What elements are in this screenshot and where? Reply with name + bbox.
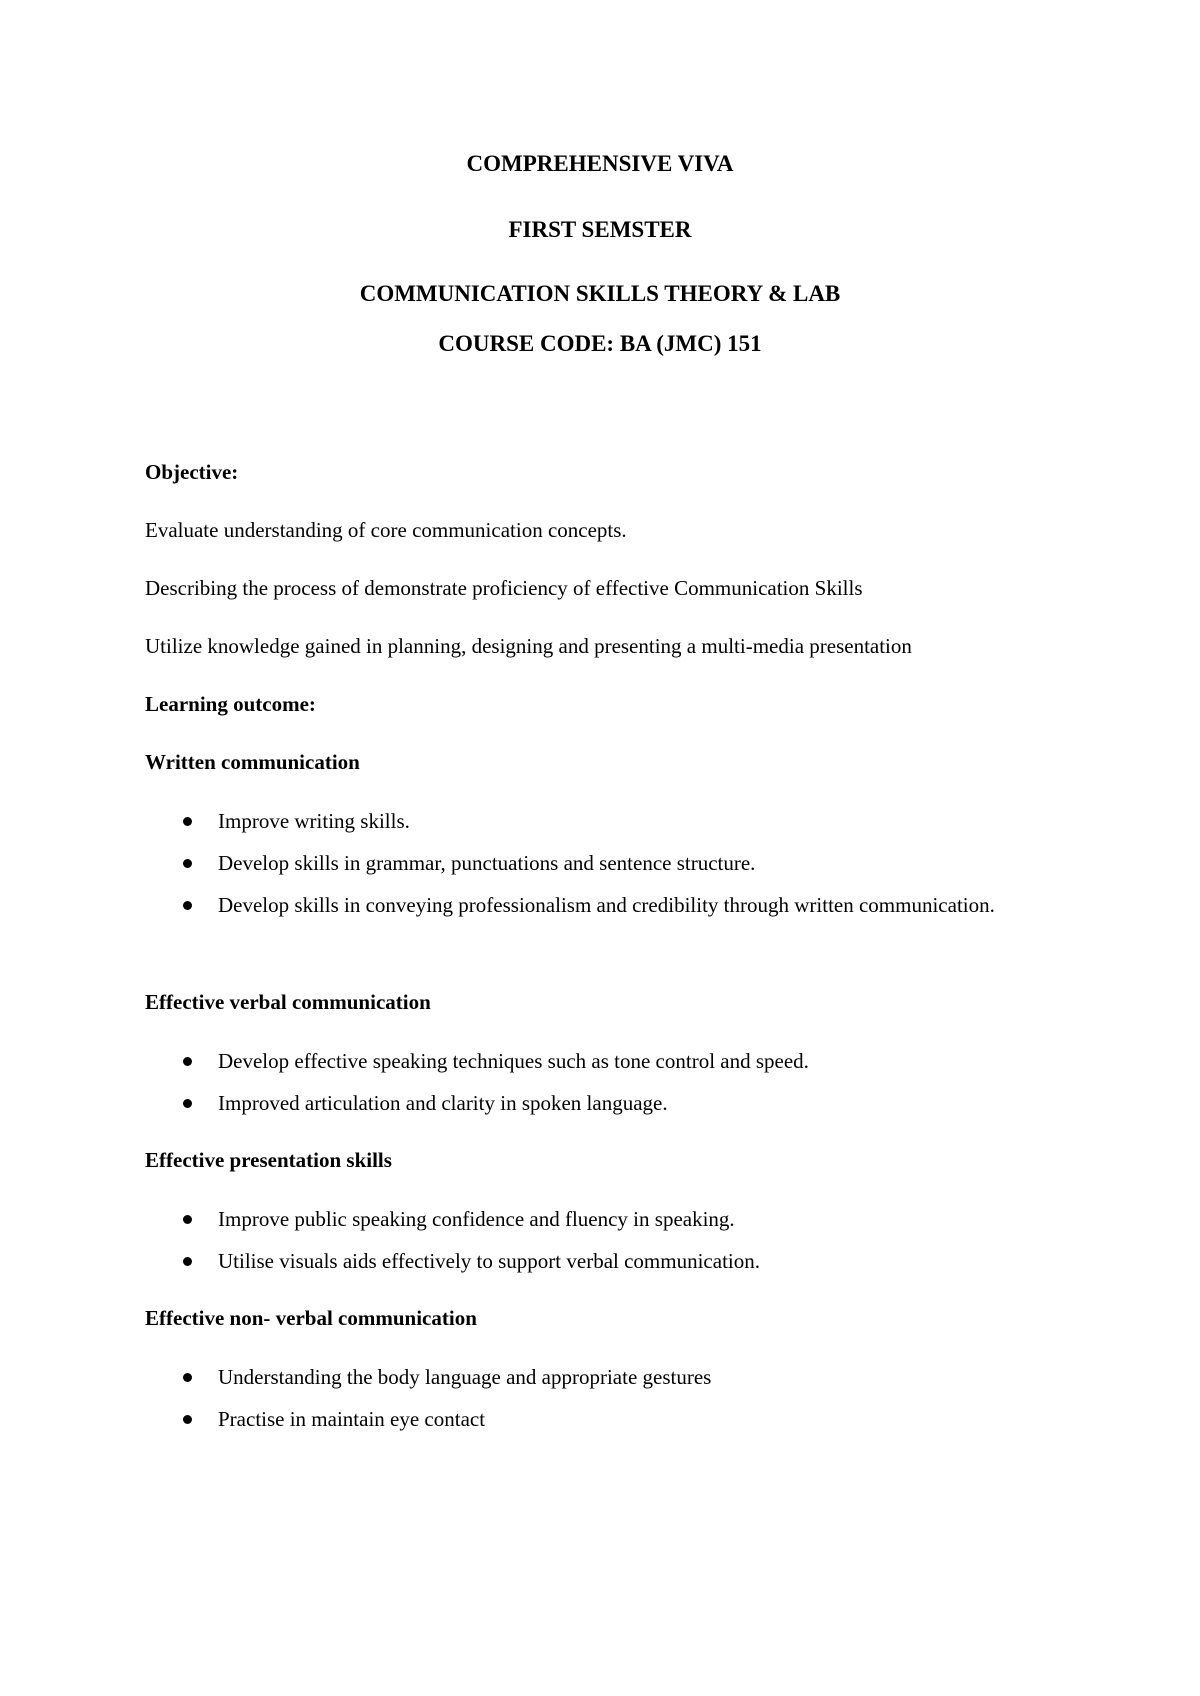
- list-item: [145, 1356, 1060, 1398]
- bullet-list-nonverbal: [145, 1356, 1060, 1440]
- course-code: COURSE CODE: BA (JMC) 151: [438, 331, 762, 356]
- list-item-text: Understanding the body language and appropriate gestures: [218, 1365, 712, 1389]
- list-item-text: Improved articulation and clarity in spoken language.: [218, 1091, 668, 1115]
- bullet-icon: [183, 1373, 192, 1382]
- bullet-icon: [183, 817, 192, 826]
- bullet-icon: [183, 1415, 192, 1424]
- section-heading-nonverbal: Effective non- verbal communication: [145, 1306, 477, 1330]
- section-heading-written: Written communication: [145, 750, 360, 774]
- section-heading-verbal: Effective verbal communication: [145, 990, 431, 1014]
- course-name: COMMUNICATION SKILLS THEORY & LAB: [359, 281, 841, 306]
- list-item-text: Develop skills in conveying professionalism and credibility through written communication.: [218, 893, 995, 917]
- section-heading-presentation: Effective presentation skills: [145, 1148, 392, 1172]
- bullet-icon: [183, 1057, 192, 1066]
- bullet-icon: [183, 901, 192, 910]
- bullet-icon: [183, 859, 192, 868]
- learning-outcome-heading: Learning outcome:: [145, 692, 316, 716]
- bullet-list-written: [145, 800, 1060, 926]
- list-item: [145, 1240, 1060, 1282]
- list-item: [145, 884, 1060, 926]
- list-item-text: Improve writing skills.: [218, 809, 410, 833]
- bullet-icon: [183, 1099, 192, 1108]
- list-item-text: Utilise visuals aids effectively to support verbal communication.: [218, 1249, 760, 1273]
- list-item: [145, 1082, 1060, 1124]
- list-item: [145, 1040, 1060, 1082]
- list-item-text: Develop effective speaking techniques such as tone control and speed.: [218, 1049, 809, 1073]
- bullet-icon: [183, 1257, 192, 1266]
- list-item: [145, 1398, 1060, 1440]
- bullet-list-verbal: [145, 1040, 1060, 1124]
- list-item-text: Improve public speaking confidence and fluency in speaking.: [218, 1207, 735, 1231]
- bullet-list-presentation: [145, 1198, 1060, 1282]
- objective-item: Utilize knowledge gained in planning, designing and presenting a multi-media presentation: [145, 634, 912, 658]
- list-item: [145, 800, 1060, 842]
- list-item: [145, 842, 1060, 884]
- list-item-text: Develop skills in grammar, punctuations and sentence structure.: [218, 851, 756, 875]
- objective-item: Describing the process of demonstrate proficiency of effective Communication Skills: [145, 576, 863, 600]
- objective-item: Evaluate understanding of core communication concepts.: [145, 518, 627, 542]
- list-item-text: Practise in maintain eye contact: [218, 1407, 486, 1431]
- objective-heading: Objective:: [145, 460, 239, 484]
- document-title: COMPREHENSIVE VIVA: [466, 151, 734, 176]
- semester-label: FIRST SEMSTER: [508, 217, 692, 242]
- list-item: [145, 1198, 1060, 1240]
- bullet-icon: [183, 1215, 192, 1224]
